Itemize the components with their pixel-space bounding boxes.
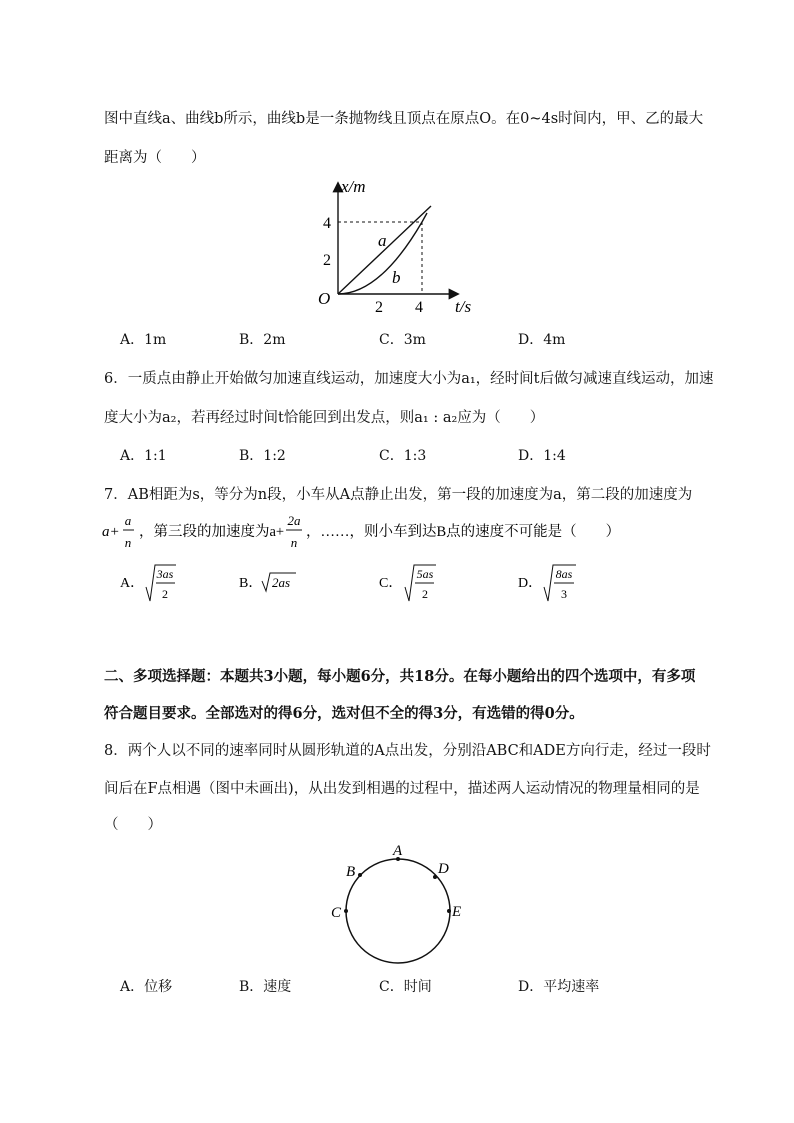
svg-text:D．: D． [518, 576, 543, 591]
q8-option-d[interactable]: D．平均速率 [518, 979, 600, 995]
q6-stem-line2: 度大小为a₂，若再经过时间t恰能回到出发点，则a₁ : a₂应为（ ） [104, 410, 545, 426]
svg-text:A．: A． [120, 576, 145, 591]
q7-stem-line2 [102, 510, 622, 554]
svg-text:2: 2 [162, 587, 168, 601]
q6-option-d[interactable]: D．1:4 [518, 448, 566, 464]
q6-option-c[interactable]: C．1:3 [379, 448, 427, 464]
q8-stem-line2: 间后在F点相遇（图中未画出)，从出发到相遇的过程中，描述两人运动情况的物理量相同的是 [104, 781, 700, 797]
q8-stem-line1: 8．两个人以不同的速率同时从圆形轨道的A点出发，分别沿ABC和ADE方向行走，经过一段时 [104, 743, 711, 759]
y-axis-label: x/m [341, 177, 366, 196]
point-c [344, 909, 348, 913]
svg-text:，……，则小车到达B点的速度不可能是（ ）: ，……，则小车到达B点的速度不可能是（ ） [306, 524, 621, 540]
point-b [358, 873, 362, 877]
q6-option-a[interactable]: A．1:1 [120, 448, 167, 464]
svg-text:3as: 3as [156, 567, 174, 581]
point-b-label: B [346, 864, 356, 880]
section2-header-line1: 二、多项选择题：本题共3小题，每小题6分，共18分。在每小题给出的四个选项中，有多项 [104, 668, 696, 685]
curve-a-label: a [378, 231, 387, 250]
svg-text:2: 2 [422, 587, 428, 601]
q8-option-b[interactable]: B．速度 [239, 979, 292, 995]
q5-xt-graph [305, 172, 490, 320]
q6-stem-line1: 6．一质点由静止开始做匀加速直线运动，加速度大小为a₁，经时间t后做匀减速直线运动，加速 [104, 371, 714, 387]
q6-option-b[interactable]: B．1:2 [239, 448, 286, 464]
svg-text:n: n [124, 535, 132, 550]
x-tick-2: 2 [375, 299, 383, 316]
q7-option-a[interactable] [120, 565, 176, 601]
q8-stem-line3: （ ） [104, 817, 162, 833]
q5-option-c[interactable]: C．3m [379, 332, 426, 348]
q5-option-b[interactable]: B．2m [239, 332, 286, 348]
q5-stem-line2: 距离为（ ） [104, 150, 206, 166]
svg-text:B．: B． [239, 576, 263, 591]
y-tick-2: 2 [323, 252, 331, 269]
q7-option-b[interactable] [239, 573, 296, 591]
y-tick-4: 4 [323, 215, 331, 232]
svg-text:3: 3 [561, 587, 567, 601]
q8-circle-diagram [320, 838, 480, 970]
q7-option-d[interactable] [518, 565, 576, 601]
point-e-label: E [452, 904, 462, 920]
q5-option-a[interactable]: A．1m [120, 332, 167, 348]
svg-text:C．: C． [379, 576, 403, 591]
q5-stem-line1: 图中直线a、曲线b所示，曲线b是一条抛物线且顶点在原点O。在0~4s时间内，甲、乙的最大 [104, 111, 704, 127]
svg-text:a+: a+ [102, 524, 120, 540]
svg-text:n: n [290, 535, 298, 550]
svg-text:a: a [124, 513, 132, 528]
svg-text:2as: 2as [272, 575, 291, 590]
svg-text:，第三段的加速度为a+: ，第三段的加速度为a+ [139, 524, 285, 540]
point-e [447, 909, 451, 913]
x-axis-label: t/s [455, 297, 472, 316]
q7-stem-line1: 7．AB相距为s，等分为n段，小车从A点静止出发，第一段的加速度为a，第二段的加速度为 [104, 487, 693, 503]
q5-option-d[interactable]: D．4m [518, 332, 566, 348]
section2-header-line2: 符合题目要求。全部选对的得6分，选对但不全的得3分，有选错的得0分。 [104, 705, 584, 722]
point-a-label: A [393, 843, 403, 859]
curve-b-label: b [392, 268, 401, 287]
point-d-label: D [438, 861, 449, 877]
x-tick-4: 4 [415, 299, 423, 316]
svg-text:2a: 2a [287, 513, 301, 528]
svg-text:5as: 5as [416, 567, 434, 581]
q7-options [118, 561, 598, 607]
point-d [433, 875, 437, 879]
q7-option-c[interactable] [379, 565, 436, 601]
origin-label: O [318, 289, 331, 308]
q8-option-a[interactable]: A．位移 [120, 979, 173, 995]
svg-text:8as: 8as [555, 567, 573, 581]
q8-option-c[interactable]: C．时间 [379, 979, 432, 995]
point-c-label: C [331, 905, 342, 921]
line-a [338, 206, 431, 294]
